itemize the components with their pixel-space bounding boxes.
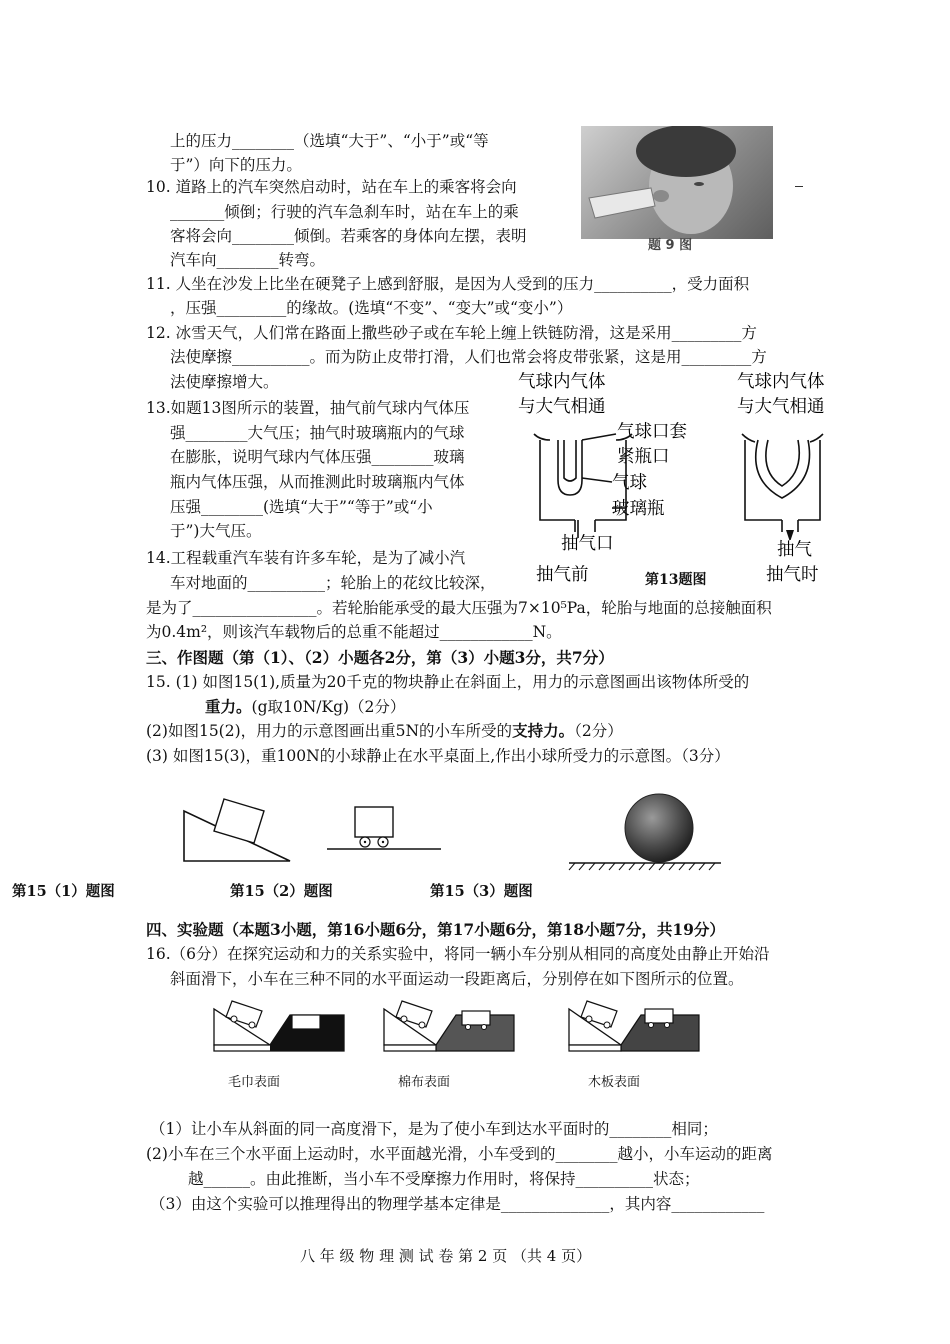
- q10-line-4: 汽车向________转弯。: [170, 251, 326, 269]
- fig13-balloon-after: [756, 440, 810, 498]
- q15-line-2: [205, 699, 405, 716]
- fig13-after-top-2: 与大气相通: [737, 397, 825, 417]
- fig13-label-balloon: 气球: [612, 473, 647, 493]
- fig16-wood-setup: [565, 995, 705, 1055]
- q13-line-4: 瓶内气体压强，从而推测此时玻璃瓶内气体: [170, 473, 465, 491]
- q10-line-1: 10. 道路上的汽车突然启动时，站在车上的乘客将会向: [146, 178, 517, 196]
- q12-line-1: 12. 冰雪天气，人们常在路面上撒些砂子或在车轮上缠上铁链防滑，这是采用_________方: [146, 324, 757, 342]
- q15-2-support-term: 支持力。: [512, 721, 575, 740]
- q14-line-4: 为0.4m²，则该汽车载物后的总重不能超过____________N。: [146, 623, 562, 641]
- fig15-2-cart: [325, 805, 445, 855]
- q12-line-2: 法使摩擦__________。而为防止皮带打滑，人们也常会将皮带张紧，这是用_________方: [170, 348, 767, 366]
- fig13-apparatus: [520, 420, 860, 540]
- fig15-1-caption: 第15（1）题图: [12, 883, 115, 900]
- q16-sub-2: (2)小车在三个水平面上运动时，水平面越光滑，小车受到的________越小，小车运动的距离: [146, 1145, 773, 1163]
- q16-sub-3: （3）由这个实验可以推理得出的物理学基本定律是______________，其内容____________: [150, 1195, 765, 1213]
- q16-line-1: 16.（6分）在探究运动和力的关系实验中，将同一辆小车分别从相同的高度处由静止开始沿: [146, 945, 770, 963]
- q11-line-2: ，压强_________的缘故。(选填“不变”、“变大”或“变小”）: [170, 299, 573, 317]
- q9-line-1: 上的压力________（选填“大于”、“小于”或“等: [170, 132, 489, 150]
- q13-line-5: 压强________(选填“大于”“等于”或“小: [170, 498, 433, 516]
- fig13-label-mouth-2: 紧瓶口: [617, 447, 670, 467]
- q16-line-2: 斜面滑下，小车在三种不同的水平面运动一段距离后，分别停在如下图所示的位置。: [170, 970, 744, 988]
- q9-line-2: 于”）向下的压力。: [170, 156, 302, 174]
- fig16-cotton-setup: [380, 995, 520, 1055]
- q14-line-2: 车对地面的__________；轮胎上的花纹比较深，: [170, 574, 496, 592]
- q13-line-1: 13.如题13图所示的装置，抽气前气球内气体压: [146, 399, 470, 417]
- q10-line-2: _______倾倒；行驶的汽车急刹车时，站在车上的乘: [170, 203, 519, 221]
- q12-line-3: 法使摩擦增大。: [170, 373, 279, 391]
- q15-gravity-note: (g取10N/Kg)（2分）: [251, 698, 406, 716]
- q13-line-2: 强________大气压；抽气时玻璃瓶内的气球: [170, 424, 465, 442]
- q13-line-6: 于”)大气压。: [170, 522, 262, 540]
- fig9-caption: 题 9 图: [648, 238, 693, 253]
- section-4-heading: 四、实验题（本题3小题，第16小题6分，第17小题6分，第18小题7分，共19分）: [146, 920, 725, 939]
- fig16-label-cotton: 棉布表面: [398, 1075, 451, 1090]
- fig16-label-towel: 毛巾表面: [228, 1075, 281, 1090]
- q10-line-3: 客将会向________倾倒。若乘客的身体向左摆，表明: [170, 227, 527, 245]
- fig13-label-before: 抽气前: [536, 565, 589, 585]
- fig9-photo-sketch: [581, 126, 773, 239]
- fig15-2-caption: 第15（2）题图: [230, 883, 333, 900]
- q11-line-1: 11. 人坐在沙发上比坐在硬凳子上感到舒服，是因为人受到的压力__________，受力面积: [146, 275, 750, 293]
- q14-line-3: 是为了________________。若轮胎能承受的最大压强为7×10⁵Pa，轮胎与地面的总接触面积: [146, 599, 772, 617]
- q15-2-text: (2)如图15(2)，用力的示意图画出重5N的小车所受的: [146, 722, 513, 740]
- fig13-label-bottle: 玻璃瓶: [612, 499, 665, 519]
- stray-dash: [795, 186, 803, 187]
- q13-line-3: 在膨胀，说明气球内气体压强________玻璃: [170, 448, 465, 466]
- fig13-before-top-1: 气球内气体: [518, 372, 606, 392]
- fig15-1-block: [214, 799, 264, 843]
- fig15-3-ball: [565, 788, 725, 873]
- fig13-after-top-1: 气球内气体: [737, 372, 825, 392]
- page-footer: 八 年 级 物 理 测 试 卷 第 2 页 （共 4 页）: [300, 1247, 592, 1265]
- q16-sub-1: （1）让小车从斜面的同一高度滑下，是为了使小车到达水平面时的________相同；: [150, 1120, 718, 1138]
- fig9-photo: [581, 126, 773, 239]
- section-3-heading: 三、作图题（第（1）、（2）小题各2分，第（3）小题3分，共7分）: [146, 648, 614, 667]
- fig16-label-wood: 木板表面: [588, 1075, 641, 1090]
- fig13-label-after-1: 抽气: [777, 540, 812, 560]
- fig15-3-ball-shape: [625, 794, 693, 862]
- q15-gravity-term: 重力。: [205, 697, 252, 716]
- q15-line-3: [146, 723, 623, 740]
- fig15-2-cart-body: [355, 807, 393, 837]
- fig13-balloon-before: [558, 440, 582, 495]
- fig13-arrow-after: [786, 530, 794, 540]
- fig16-towel-setup: [210, 995, 350, 1055]
- fig15-3-caption: 第15（3）题图: [430, 883, 533, 900]
- q15-2-score: （2分）: [574, 722, 623, 740]
- fig13-label-mouth-1: 气球口套: [617, 422, 687, 442]
- q14-line-1: 14.工程载重汽车装有许多车轮，是为了减小汽: [146, 549, 466, 567]
- q15-line-1: 15. (1) 如图15(1),质量为20千克的物块静止在斜面上，用力的示意图画出该物体所受的: [146, 673, 750, 691]
- fig15-1-incline: [180, 795, 300, 865]
- fig13-before-top-2: 与大气相通: [518, 397, 606, 417]
- fig13-label-outlet: 抽气口: [561, 534, 614, 554]
- fig16-cart-stop: [292, 1015, 320, 1029]
- fig13-caption: 第13题图: [645, 572, 707, 588]
- q16-sub-2b: 越______。由此推断，当小车不受摩擦力作用时，将保持__________状态；: [188, 1170, 700, 1188]
- q15-line-4: (3) 如图15(3)，重100N的小球静止在水平桌面上,作出小球所受力的示意图。（3分）: [146, 747, 730, 765]
- fig13-label-after-2: 抽气时: [766, 565, 819, 585]
